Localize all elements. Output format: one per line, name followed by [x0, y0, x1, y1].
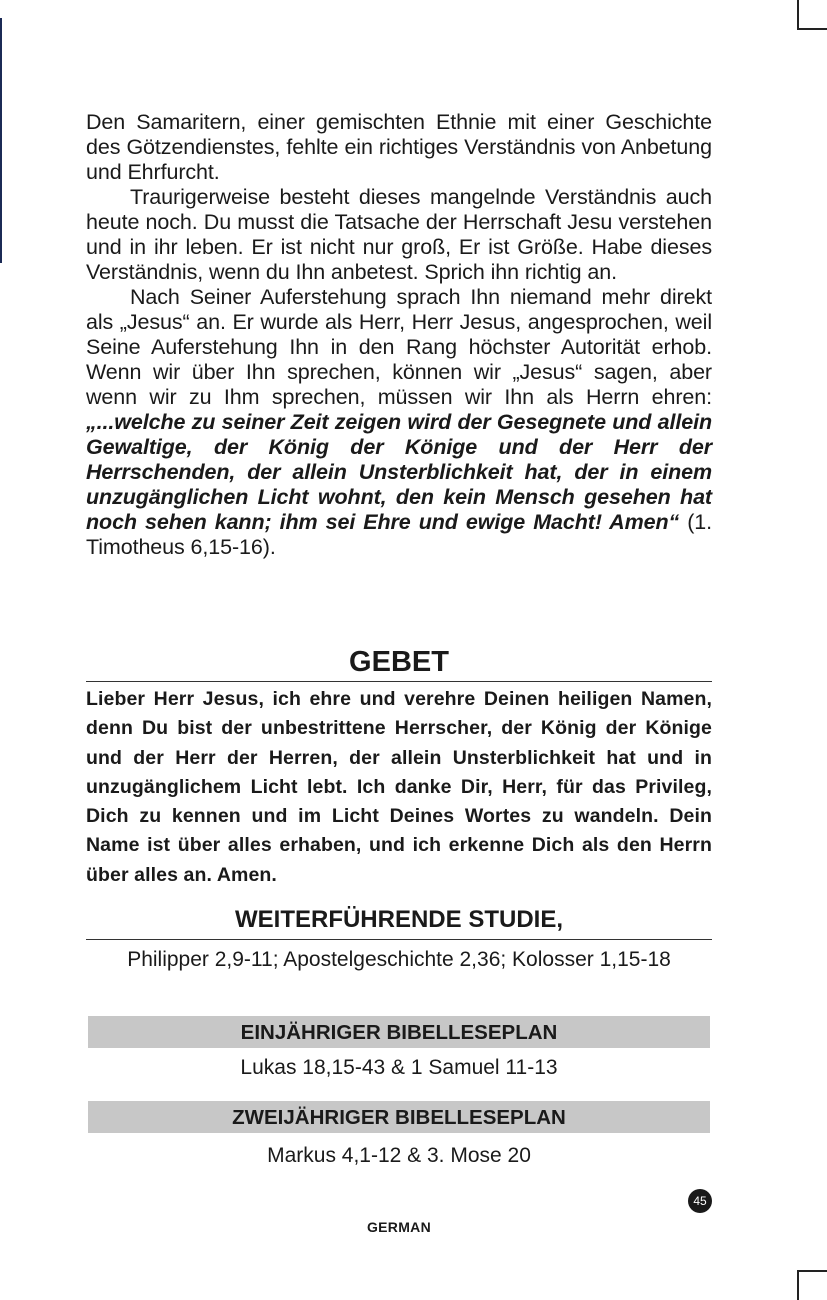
crop-mark-top-horizontal: [797, 28, 827, 30]
language-label: GERMAN: [366, 1219, 432, 1235]
scripture-reference: (1. Timotheus 6,15-16).: [86, 510, 712, 559]
paragraph-2: Traurigerweise besteht dieses mangelnde Verständnis auch heute noch. Du musst die Tatsache der Herrschaft Jesu verstehen und in ihr leben. Er ist nicht nur groß, Er ist Größe. Habe dieses Verständnis, wenn du Ihn anbetest. Sprich ihn richtig an.: [86, 185, 712, 284]
two-year-plan-heading: ZWEIJÄHRIGER BIBELLESEPLAN: [88, 1101, 710, 1133]
crop-mark-top-vertical: [797, 0, 799, 29]
one-year-plan-reading: Lukas 18,15-43 & 1 Samuel 11-13: [240, 1056, 558, 1079]
page-edge-bar: [0, 18, 2, 263]
paragraph-3: [86, 285, 712, 560]
prayer-text: Lieber Herr Jesus, ich ehre und verehre Deinen heiligen Namen, denn Du bist der unbestrittene Herrscher, der König der Könige und der Herr der Herren, der allein Unsterblichkeit hat und in unzugänglichem Licht lebt. Ich danke Dir, Herr, für das Privileg, Dich zu kennen und im Licht Deines Wortes zu wandeln. Dein Name ist über alles erhaben, und ich erkenne Dich als den Herrn über alles an. Amen.: [86, 688, 712, 886]
paragraph-3-intro: Nach Seiner Auferstehung sprach Ihn niemand mehr direkt als „Jesus“ an. Er wurde als Herr, Herr Jesus, angesprochen, weil Seine Auferstehung Ihn in den Rang höchster Autorität erhob. Wenn wir über Ihn sprechen, können wir „Jesus“ sagen, aber wenn wir zu Ihm sprechen, müssen wir Ihn als Herrn ehren:: [86, 285, 712, 409]
further-study-heading: WEITERFÜHRENDE STUDIE,: [86, 903, 712, 940]
further-study-references: Philipper 2,9-11; Apostelgeschichte 2,36; Kolosser 1,15-18: [127, 948, 671, 971]
prayer-heading: GEBET: [86, 645, 712, 682]
scripture-quote: „...welche zu seiner Zeit zeigen wird der Gesegnete und allein Gewaltige, der König der Könige und der Herr der Herrschenden, der allein Unsterblichkeit hat, der in einem unzugänglichen Licht wohnt, den kein Mensch gesehen hat noch sehen kann; ihm sei Ehre und ewige Macht! Amen“: [86, 410, 712, 534]
crop-mark-bottom-horizontal: [797, 1270, 827, 1272]
two-year-plan-reading: Markus 4,1-12 & 3. Mose 20: [267, 1144, 531, 1167]
page-number: 45: [688, 1189, 712, 1213]
crop-mark-bottom-vertical: [797, 1270, 799, 1300]
body-text: [86, 110, 712, 560]
one-year-plan-heading: EINJÄHRIGER BIBELLESEPLAN: [88, 1016, 710, 1048]
paragraph-1: Den Samaritern, einer gemischten Ethnie mit einer Geschichte des Götzendienstes, fehlte ein richtiges Verständnis von Anbetung und Ehrfurcht.: [86, 110, 712, 184]
